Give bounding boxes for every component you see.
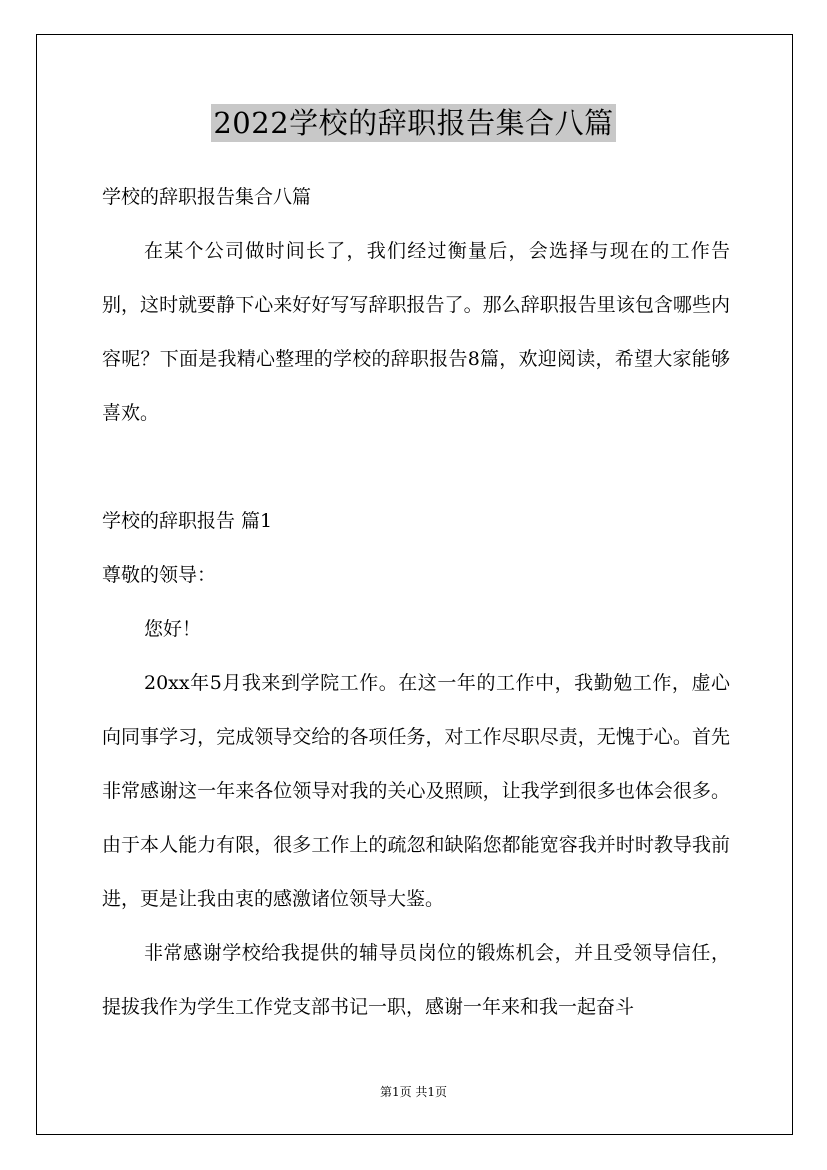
paragraph-gap <box>102 440 730 494</box>
document-body <box>102 170 730 1034</box>
intro-paragraph: 在某个公司做时间长了，我们经过衡量后，会选择与现在的工作告别，这时就要静下心来好好写写辞职报告了。那么辞职报告里该包含哪些内容呢？下面是我精心整理的学校的辞职报告8篇，欢迎阅读，希望大家能够喜欢。 <box>102 240 730 424</box>
body-paragraph: 20xx年5月我来到学院工作。在这一年的工作中，我勤勉工作，虚心向同事学习，完成领导交给的各项任务，对工作尽职尽责，无愧于心。首先非常感谢这一年来各位领导对我的关心及照顾，让我学到很多也体会很多。由于本人能力有限，很多工作上的疏忽和缺陷您都能宽容我并时时教导我前进，更是让我由衷的感激诸位领导大鉴。 <box>102 672 730 910</box>
body-paragraph: 非常感谢学校给我提供的辅导员岗位的锻炼机会，并且受领导信任，提拔我作为学生工作党支部书记一职，感谢一年来和我一起奋斗 <box>102 942 730 1018</box>
page-footer: 第1页 共1页 <box>379 1085 448 1099</box>
document-title: 2022学校的辞职报告集合八篇 <box>213 106 614 140</box>
title-container <box>0 104 827 142</box>
salutation: 尊敬的领导： <box>102 564 217 586</box>
section-heading: 学校的辞职报告 篇1 <box>102 510 273 532</box>
document-subtitle: 学校的辞职报告集合八篇 <box>102 186 312 208</box>
greeting: 您好！ <box>144 618 202 640</box>
